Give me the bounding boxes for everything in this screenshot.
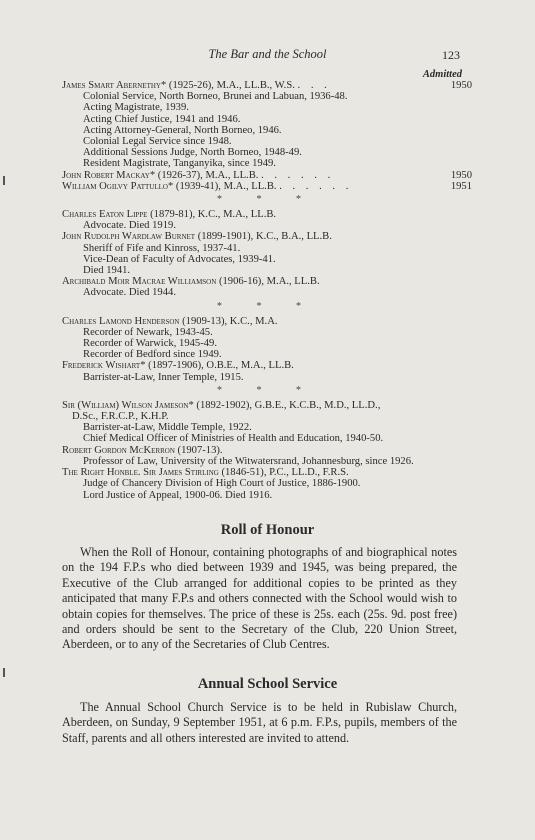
- entry-abernethy: [62, 80, 472, 170]
- entry-line: Acting Attorney-General, North Borneo, 1946.: [83, 124, 282, 136]
- entry-name: Frederick Wishart*: [62, 360, 146, 372]
- entry-details: (1906-16), M.A., LL.B.: [216, 276, 320, 288]
- entry-details: (1892-1902), G.B.E., K.C.B., M.D., LL.D.,: [193, 399, 381, 411]
- entry-name: James Smart Abernethy*: [62, 80, 167, 91]
- leader-dots: . . . . . .: [261, 169, 335, 181]
- entry-line: Sheriff of Fife and Kinross, 1937-41.: [83, 242, 241, 254]
- roll-of-honour-heading: Roll of Honour: [220, 522, 315, 538]
- entry-line: Chief Medical Officer of Ministries of Health and Education, 1940-50.: [83, 433, 384, 445]
- entry-details: (1897-1906), O.B.E., M.A., LL.B.: [145, 360, 294, 372]
- entry-line: Lord Justice of Appeal, 1900-06. Died 1916.: [83, 489, 273, 501]
- entry-line: Professor of Law, University of the Witwatersrand, Johannesburg, since 1926.: [83, 455, 414, 467]
- leader-dots: . . . . . .: [279, 180, 353, 192]
- entry-name: Archibald Moir Macrae Williamson: [62, 276, 217, 288]
- entry-details: (1925-26), M.A., LL.B., W.S.: [166, 80, 295, 91]
- entry-burnet: [62, 231, 472, 276]
- entry-line: Barrister-at-Law, Middle Temple, 1922.: [83, 422, 252, 434]
- entry-details: (1899-1901), K.C., B.A., LL.B.: [195, 231, 332, 243]
- entry-line: Resident Magistrate, Tanganyika, since 1949.: [83, 158, 276, 170]
- entry-year: 1950: [450, 80, 472, 91]
- admitted-column-label: Admitted: [422, 69, 462, 80]
- entry-line: Advocate. Died 1919.: [83, 220, 176, 232]
- entry-mckerron: [62, 445, 472, 467]
- entry-name: The Right Honble. Sir James Stirling: [62, 467, 219, 479]
- entry-line: Additional Sessions Judge, North Borneo, 1948-49.: [83, 147, 302, 159]
- leader-dots: . . .: [297, 80, 331, 91]
- entry-details: (1926-37), M.A., LL.B.: [155, 169, 259, 181]
- entry-henderson: [62, 316, 472, 361]
- page-number: 123: [442, 48, 460, 62]
- entry-williamson: [62, 276, 472, 298]
- entry-name: John Rudolph Wardlaw Burnet: [62, 231, 196, 243]
- section-separator: * * *: [217, 194, 317, 206]
- annual-service-heading: Annual School Service: [197, 676, 338, 692]
- entry-line: Colonial Service, North Borneo, Brunei and Labuan, 1936-48.: [83, 91, 348, 103]
- entry-line: Acting Chief Justice, 1941 and 1946.: [83, 113, 241, 125]
- entry-heading: [62, 80, 472, 91]
- entry-details: (1939-41), M.A., LL.B.: [173, 180, 277, 192]
- entry-details: (1909-13), K.C., M.A.: [179, 315, 278, 327]
- entry-line: Vice-Dean of Faculty of Advocates, 1939-41.: [83, 253, 276, 265]
- entry-line: Barrister-at-Law, Inner Temple, 1915.: [83, 371, 244, 383]
- entry-line: Colonial Legal Service since 1948.: [83, 136, 232, 148]
- roll-of-honour-text: When the Roll of Honour, containing photographs of and biographical notes on the 194 F.P.s who died between 1939 and 1945, was being prepared, the Executive of the Club arranged for additional copies to be printed as they anticipated that many F.P.s and others connected with the School would wish to obtain copies for themselves. The price of these is 25s. each (25s. 9d. post free) and orders should be sent to the Secretary of the Club, 220 Union Street, Aberdeen, or to any of the Secretaries of Club Centres.: [62, 545, 457, 652]
- entry-line: Advocate. Died 1944.: [83, 287, 176, 299]
- entry-line: Died 1941.: [83, 265, 131, 277]
- entry-line: Recorder of Warwick, 1945-49.: [83, 338, 217, 350]
- entry-mackay: [62, 170, 472, 181]
- entry-name: John Robert Mackay*: [62, 169, 156, 181]
- entry-lippe: [62, 209, 472, 231]
- entry-wishart: [62, 360, 472, 382]
- entry-jameson: [62, 400, 472, 445]
- annual-service-text: The Annual School Church Service is to be held in Rubislaw Church, Aberdeen, on Sunday, 9 September 1951, at 6 p.m. F.P.s, pupils, members of the Staff, parents and all others interested are invited to attend.: [62, 700, 457, 745]
- entry-year: 1951: [450, 180, 472, 192]
- entry-details: (1879-81), K.C., M.A., LL.B.: [147, 209, 277, 221]
- entry-line: Acting Magistrate, 1939.: [83, 102, 189, 114]
- entry-details: (1846-51), P.C., LL.D., F.R.S.: [218, 467, 349, 479]
- section-separator: * * *: [217, 300, 317, 312]
- entry-line: Recorder of Bedford since 1949.: [83, 349, 222, 361]
- page-header: [0, 47, 535, 63]
- entry-continuation: D.Sc., F.R.C.P., K.H.P.: [72, 411, 169, 423]
- entry-name: Charles Lamond Henderson: [62, 315, 180, 327]
- entry-stirling: [62, 467, 472, 501]
- entry-name: Robert Gordon McKerron: [62, 444, 175, 456]
- margin-mark: [3, 176, 5, 185]
- alumni-entries: [62, 80, 472, 501]
- entry-name: William Ogilvy Pattullo*: [62, 180, 174, 192]
- entry-name: Sir (William) Wilson Jameson*: [62, 399, 194, 411]
- entry-year: 1950: [450, 169, 472, 181]
- entry-name: Charles Eaton Lippe: [62, 209, 148, 221]
- section-separator: * * *: [217, 384, 317, 396]
- entry-details: (1907-13).: [174, 444, 223, 456]
- entry-pattullo: [62, 181, 472, 192]
- running-head: The Bar and the School: [208, 47, 327, 61]
- entry-line: Recorder of Newark, 1943-45.: [83, 326, 213, 338]
- entry-line: Judge of Chancery Division of High Court of Justice, 1886-1900.: [83, 478, 361, 490]
